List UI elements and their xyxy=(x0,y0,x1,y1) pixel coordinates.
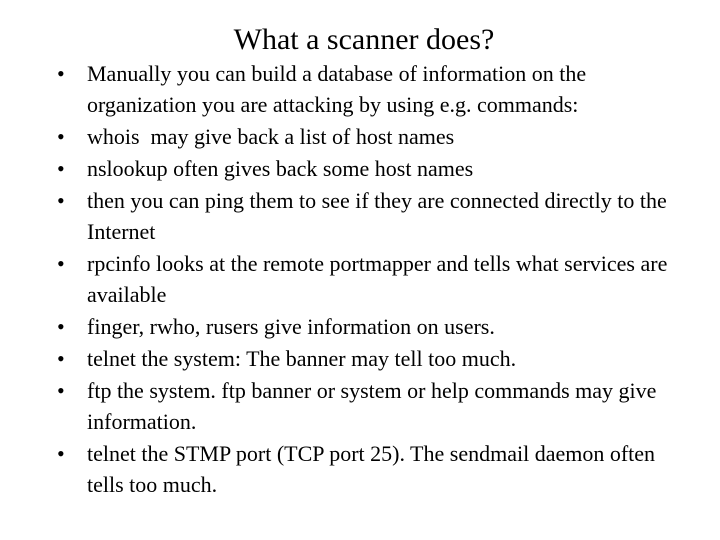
bullet-icon: • xyxy=(57,188,65,213)
bullet-item-manual-database xyxy=(57,58,687,120)
bullet-text: ftp the system. ftp banner or system or help commands may give information. xyxy=(87,378,657,434)
bullet-text: rpcinfo looks at the remote portmapper and tells what services are available xyxy=(87,251,668,307)
bullet-item-telnet-system xyxy=(57,343,687,374)
bullet-list xyxy=(57,58,687,501)
bullet-icon: • xyxy=(57,156,65,181)
bullet-item-telnet-smtp xyxy=(57,438,687,500)
bullet-text: then you can ping them to see if they are connected directly to the Internet xyxy=(87,188,667,244)
bullet-text: telnet the STMP port (TCP port 25). The sendmail daemon often tells too much. xyxy=(87,441,656,497)
bullet-item-rpcinfo xyxy=(57,248,687,310)
bullet-text: nslookup often gives back some host names xyxy=(87,156,474,181)
bullet-item-ftp xyxy=(57,375,687,437)
bullet-item-ping xyxy=(57,185,687,247)
bullet-text: whois may give back a list of host names xyxy=(87,124,455,149)
bullet-icon: • xyxy=(57,346,65,371)
bullet-icon: • xyxy=(57,251,65,276)
bullet-icon: • xyxy=(57,314,65,339)
bullet-item-whois xyxy=(57,121,687,152)
bullet-icon: • xyxy=(57,441,65,466)
bullet-item-finger xyxy=(57,311,687,342)
bullet-icon: • xyxy=(57,378,65,403)
bullet-text: Manually you can build a database of information on the organization you are attacking by using e.g. commands: xyxy=(87,61,587,117)
bullet-item-nslookup xyxy=(57,153,687,184)
bullet-text: telnet the system: The banner may tell too much. xyxy=(87,346,517,371)
bullet-icon: • xyxy=(57,124,65,149)
bullet-icon: • xyxy=(57,61,65,86)
bullet-text: finger, rwho, rusers give information on users. xyxy=(87,314,495,339)
slide-title: What a scanner does? xyxy=(233,23,495,56)
